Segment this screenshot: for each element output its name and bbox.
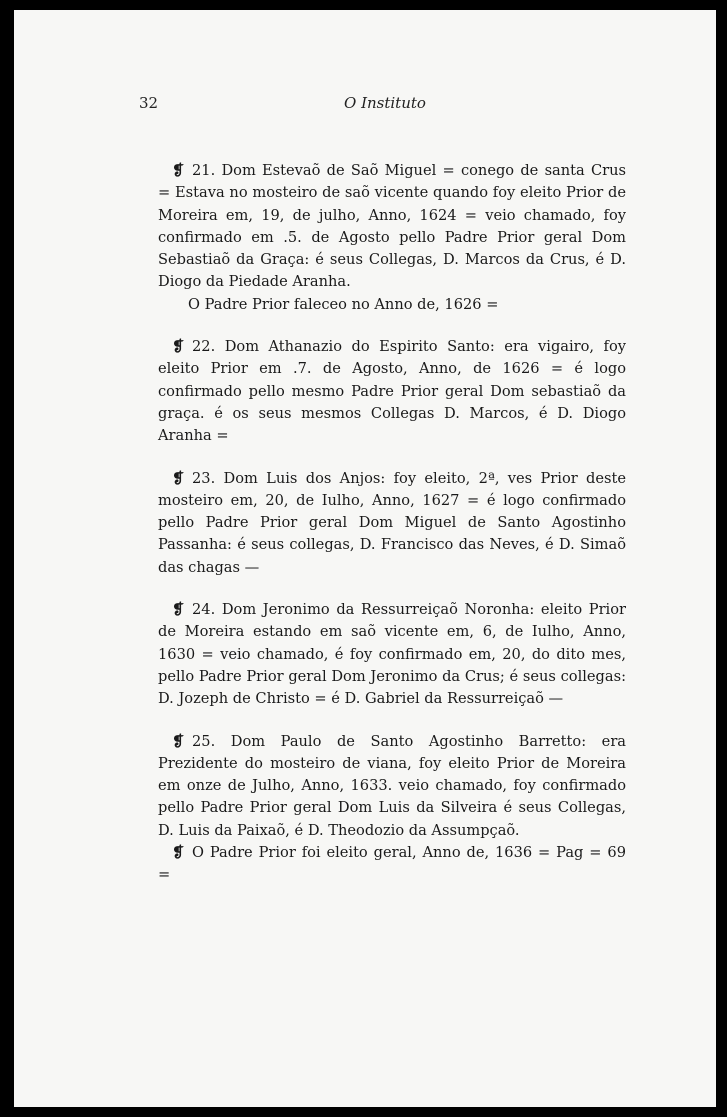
entry-22-text: 22. Dom Athanazio do Espirito Santo: era vigairo, foy eleito Prior em .7. de Agosto, Anno, de 1626 = é logo confirmado pello mesmo Padre Prior geral Dom sebastiaõ da graça. é os seus mesmos Collegas D. Marcos, é D. Diogo Aranha = xyxy=(158,338,626,445)
entry-21-text: 21. Dom Estevaõ de Saõ Miguel = conego de santa Crus = Estava no mosteiro de saõ vicente quando foy eleito Prior de Moreira em, 19, de julho, Anno, 1624 = veio chamado, foy confirmado em .5. de Agosto pello Padre Prior geral Dom Sebastiaõ da Graça: é seus Collegas, D. Marcos da Crus, é D. Diogo da Piedade Aranha. xyxy=(158,162,626,291)
entry-23-text: 23. Dom Luis dos Anjos: foy eleito, 2ª, ves Prior deste mosteiro em, 20, de Iulho, Anno, 1627 = é logo confirmado pello Padre Prior geral Dom Miguel de Santo Agostinho Passanha: é seus collegas, D. Francisco das Neves, é D. Simaõ das chagas — xyxy=(158,469,626,576)
page-number: 32 xyxy=(139,94,159,112)
paragraph-mark-icon: ❡ xyxy=(172,844,185,862)
paragraph-mark-icon: ❡ xyxy=(172,162,185,179)
entry-22 xyxy=(158,336,626,447)
entry-21 xyxy=(158,160,626,294)
paragraph-mark-icon: ❡ xyxy=(172,732,185,750)
entry-24 xyxy=(158,599,626,710)
entry-25-text: 25. Dom Paulo de Santo Agostinho Barretto: era Prezidente do mosteiro de viana, foy eleito Prior de Moreira em onze de Julho, Anno, 1633. veio chamado, foy confirmado pello Padre Prior geral Dom Luis da Silveira é seus Collegas, D. Luis da Paixaõ, é D. Theodozio da Assumpçaõ. xyxy=(158,732,626,839)
paragraph-mark-icon: ❡ xyxy=(172,601,185,619)
body-text xyxy=(158,160,626,887)
entry-final-text: O Padre Prior foi eleito geral, Anno de, 1636 = Pag = 69 = xyxy=(158,844,626,884)
running-title: O Instituto xyxy=(344,94,426,112)
entry-24-text: 24. Dom Jeronimo da Ressurreiçaõ Noronha: eleito Prior de Moreira estando em saõ vicente em, 6, de Iulho, Anno, 1630 = veio chamado, é foy confirmado em, 20, do dito mes, pello Padre Prior geral Dom Jeronimo da Crus; é seus collegas: D. Jozeph de Christo = é D. Gabriel da Ressurreiçaõ — xyxy=(158,601,626,708)
paragraph-mark-icon: ❡ xyxy=(172,469,185,487)
entry-final xyxy=(158,842,626,887)
paragraph-mark-icon: ❡ xyxy=(172,338,185,356)
entry-21-note xyxy=(158,294,626,316)
entry-21-note-text: O Padre Prior faleceo no Anno de, 1626 = xyxy=(188,295,499,313)
entry-23 xyxy=(158,468,626,579)
book-page xyxy=(14,10,716,1107)
entry-25 xyxy=(158,731,626,842)
